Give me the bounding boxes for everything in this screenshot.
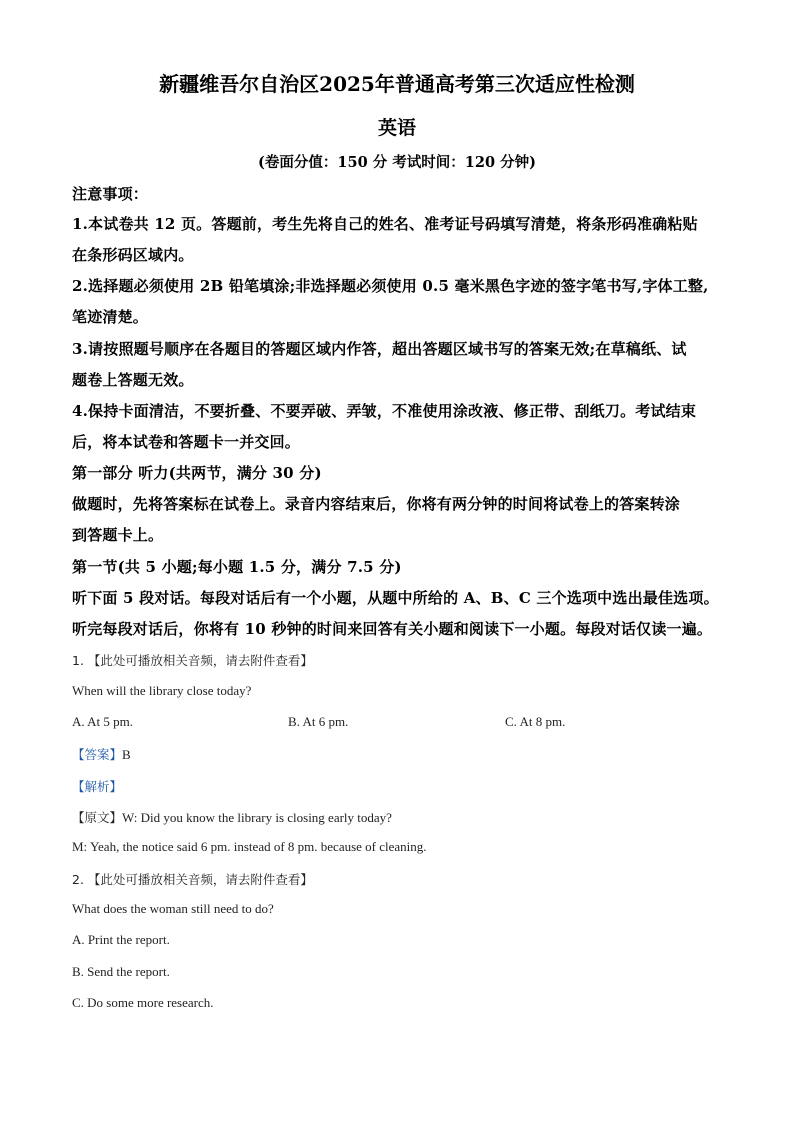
q2-option-c: C. Do some more research. <box>72 995 214 1010</box>
q1-question: When will the library close today? <box>72 683 252 698</box>
q2-audio-note: 2. 【此处可播放相关音频，请去附件查看】 <box>72 872 313 887</box>
part1-instruction-line-1: 做题时，先将答案标在试卷上。录音内容结束后，你将有两分钟的时间将试卷上的答案转涂 <box>72 495 681 513</box>
q1-option-b: B. At 6 pm. <box>288 714 349 729</box>
q1-transcript-line-2: M: Yeah, the notice said 6 pm. instead of 8 pm. because of cleaning. <box>72 839 427 854</box>
notice-item-3-line-2: 题卷上答题无效。 <box>72 371 194 389</box>
section1-instruction-line-1: 听下面 5 段对话。每段对话后有一个小题，从题中所给的 A、B、C 三个选项中选出最佳选项。 <box>72 589 719 607</box>
notice-item-4-line-1: 4.保持卡面清洁，不要折叠、不要弄破、弄皱，不准使用涂改液、修正带、刮纸刀。考试结束 <box>72 402 697 420</box>
exam-title: 新疆维吾尔自治区2025年普通高考第三次适应性检测 <box>159 72 635 96</box>
notice-item-1-line-2: 在条形码区域内。 <box>72 246 194 264</box>
q1-answer-value: B <box>122 747 131 762</box>
part1-heading: 第一部分 听力(共两节，满分 30 分) <box>72 464 322 482</box>
part1-instruction-line-2: 到答题卡上。 <box>72 526 164 544</box>
notice-item-3-line-1: 3.请按照题号顺序在各题目的答题区域内作答，超出答题区域书写的答案无效;在草稿纸、试 <box>72 340 687 358</box>
q1-option-a: A. At 5 pm. <box>72 714 134 729</box>
notice-item-2-line-1: 2.选择题必须使用 2B 铅笔填涂;非选择题必须使用 0.5 毫米黑色字迹的签字笔书写,字体工整, <box>72 277 709 295</box>
transcript-tag: 【原文】 <box>72 810 123 825</box>
q1-transcript-line-1 <box>72 808 392 826</box>
q2-option-b: B. Send the report. <box>72 964 170 979</box>
notice-item-1-line-1: 1.本试卷共 12 页。答题前，考生先将自己的姓名、准考证号码填写清楚，将条形码准确粘贴 <box>72 215 698 233</box>
q1-option-c: C. At 8 pm. <box>505 714 566 729</box>
notice-heading: 注意事项： <box>72 185 149 203</box>
exam-info: (卷面分值：150 分 考试时间：120 分钟) <box>258 154 536 171</box>
subject-title: 英语 <box>377 117 416 139</box>
q1-answer-line <box>72 745 131 763</box>
section1-heading: 第一节(共 5 小题;每小题 1.5 分，满分 7.5 分) <box>72 558 402 576</box>
analysis-tag: 【解析】 <box>72 779 123 794</box>
answer-tag: 【答案】 <box>72 747 123 762</box>
notice-item-2-line-2: 笔迹清楚。 <box>72 308 149 326</box>
q1-transcript-w: W: Did you know the library is closing early today? <box>122 810 392 825</box>
notice-item-4-line-2: 后，将本试卷和答题卡一并交回。 <box>72 433 301 451</box>
q2-option-a: A. Print the report. <box>72 932 170 947</box>
section1-instruction-line-2: 听完每段对话后，你将有 10 秒钟的时间来回答有关小题和阅读下一小题。每段对话仅读一遍。 <box>72 620 713 638</box>
q2-question: What does the woman still need to do? <box>72 901 274 916</box>
q1-audio-note: 1. 【此处可播放相关音频，请去附件查看】 <box>72 653 313 668</box>
